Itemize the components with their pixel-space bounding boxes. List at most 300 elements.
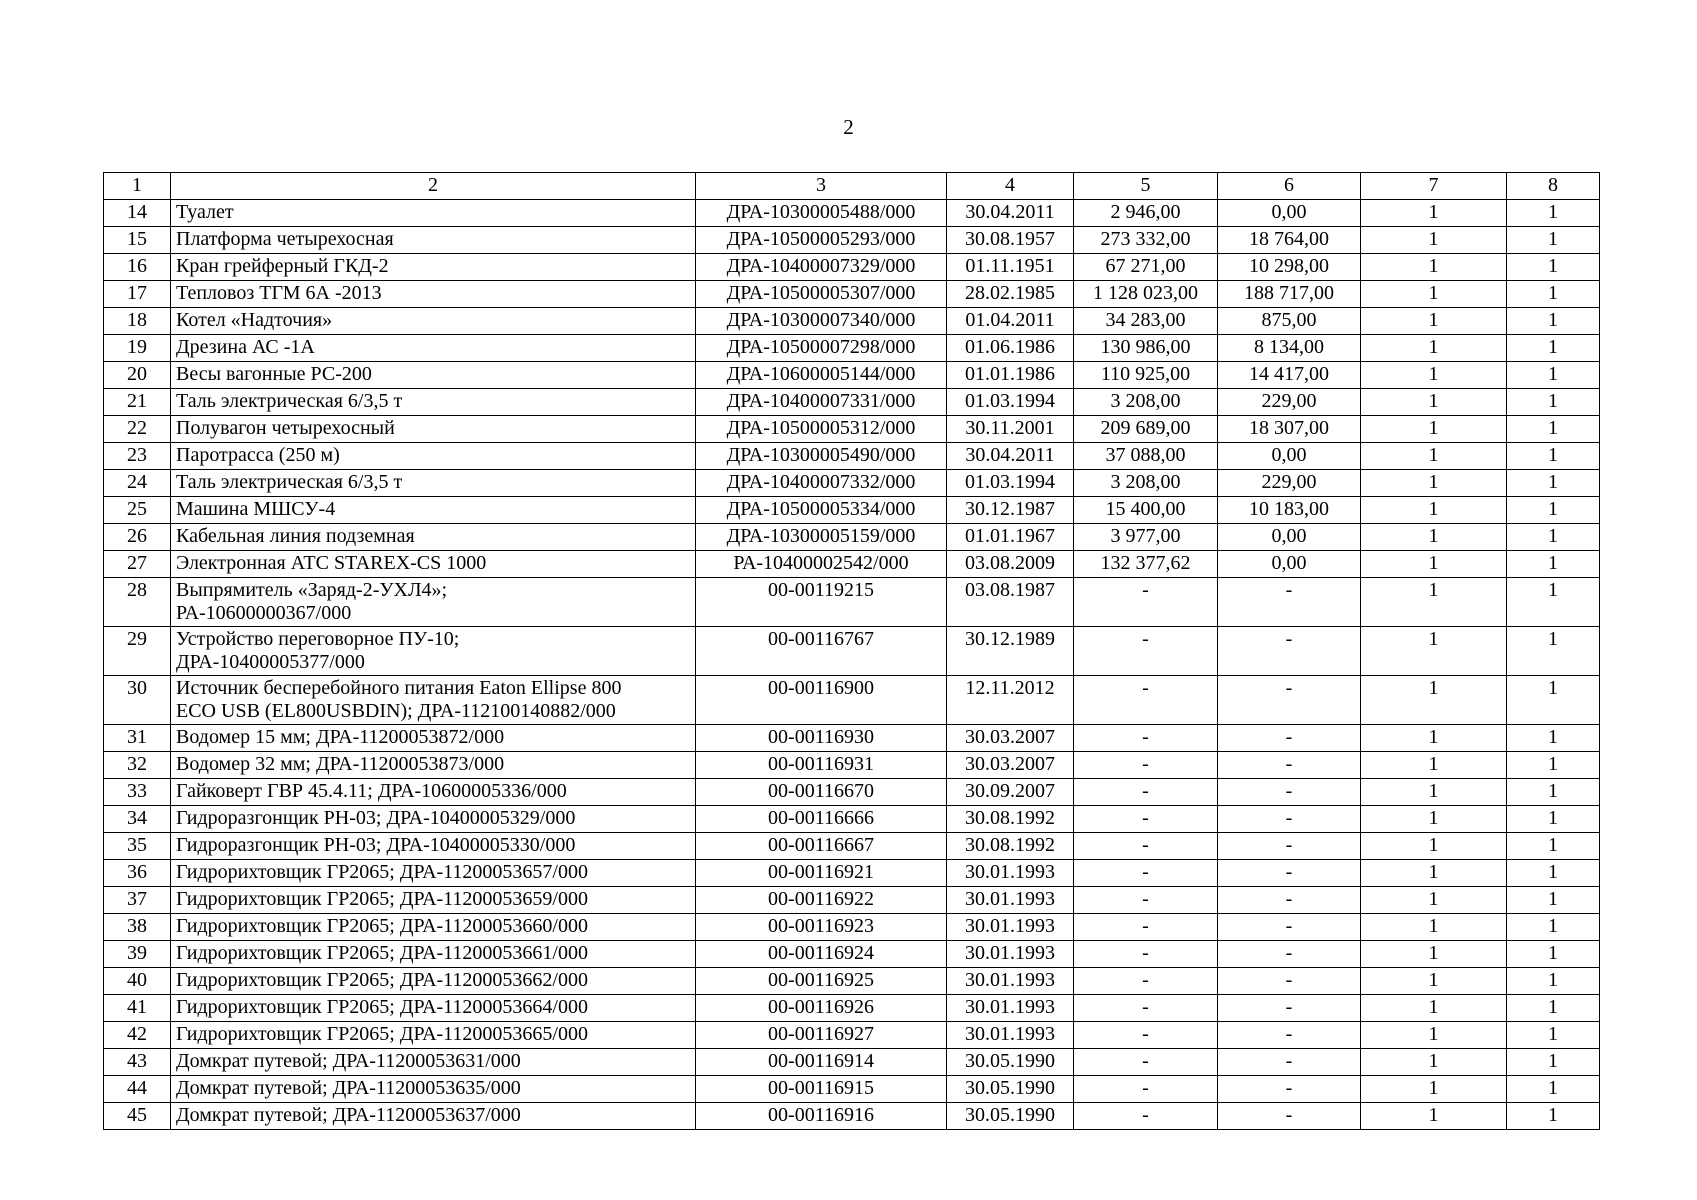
cell-value-5: - [1074, 914, 1218, 941]
cell-value-5: - [1074, 1076, 1218, 1103]
cell-quantity-7: 1 [1361, 1022, 1507, 1049]
table-row [104, 497, 1600, 524]
cell-quantity-7: 1 [1361, 1076, 1507, 1103]
cell-quantity-7: 1 [1361, 1049, 1507, 1076]
cell-quantity-7: 1 [1361, 806, 1507, 833]
item-name-line-2: РА-10600000367/000 [176, 602, 352, 624]
cell-date: 30.12.1987 [947, 497, 1074, 524]
table-row [104, 806, 1600, 833]
cell-quantity-8: 1 [1507, 389, 1600, 416]
cell-value-6: - [1218, 833, 1361, 860]
cell-row-number: 40 [104, 968, 171, 995]
cell-quantity-8: 1 [1507, 779, 1600, 806]
cell-value-6: 188 717,00 [1218, 281, 1361, 308]
cell-value-5: - [1074, 833, 1218, 860]
cell-date: 30.01.1993 [947, 1022, 1074, 1049]
cell-inventory-code: 00-00119215 [696, 578, 947, 627]
cell-quantity-8: 1 [1507, 497, 1600, 524]
cell-row-number: 28 [104, 578, 171, 627]
cell-value-5: 37 088,00 [1074, 443, 1218, 470]
cell-date: 30.08.1992 [947, 806, 1074, 833]
cell-quantity-7: 1 [1361, 281, 1507, 308]
table-row [104, 335, 1600, 362]
column-header-7: 7 [1361, 173, 1507, 200]
cell-row-number: 24 [104, 470, 171, 497]
cell-item-name: Водомер 32 мм; ДРА-11200053873/000 [171, 752, 696, 779]
cell-inventory-code: 00-00116923 [696, 914, 947, 941]
cell-quantity-8: 1 [1507, 806, 1600, 833]
cell-value-6: - [1218, 627, 1361, 676]
cell-inventory-code: ДРА-10300005159/000 [696, 524, 947, 551]
inventory-table [103, 172, 1600, 1130]
cell-date: 01.04.2011 [947, 308, 1074, 335]
cell-inventory-code: 00-00116925 [696, 968, 947, 995]
cell-value-5: - [1074, 779, 1218, 806]
cell-value-6: 10 183,00 [1218, 497, 1361, 524]
item-name-line-1: Устройство переговорное ПУ-10; [176, 628, 460, 650]
cell-value-6: 0,00 [1218, 443, 1361, 470]
cell-value-6: - [1218, 806, 1361, 833]
cell-value-5: - [1074, 860, 1218, 887]
cell-value-6: - [1218, 941, 1361, 968]
cell-date: 30.08.1957 [947, 227, 1074, 254]
cell-value-6: - [1218, 995, 1361, 1022]
column-header-2: 2 [171, 173, 696, 200]
table-row [104, 887, 1600, 914]
cell-quantity-7: 1 [1361, 254, 1507, 281]
cell-quantity-7: 1 [1361, 308, 1507, 335]
cell-value-5: 110 925,00 [1074, 362, 1218, 389]
cell-row-number: 23 [104, 443, 171, 470]
cell-date: 30.11.2001 [947, 416, 1074, 443]
cell-quantity-8: 1 [1507, 941, 1600, 968]
cell-row-number: 27 [104, 551, 171, 578]
cell-inventory-code: 00-00116915 [696, 1076, 947, 1103]
cell-value-6: - [1218, 676, 1361, 725]
cell-date: 30.01.1993 [947, 968, 1074, 995]
cell-quantity-7: 1 [1361, 362, 1507, 389]
cell-item-name: Машина МШСУ-4 [171, 497, 696, 524]
cell-value-6: 0,00 [1218, 524, 1361, 551]
item-name-line-1: Выпрямитель «Заряд-2-УХЛ4»; [176, 579, 448, 601]
cell-date: 30.01.1993 [947, 914, 1074, 941]
cell-value-6: - [1218, 578, 1361, 627]
cell-value-6: 10 298,00 [1218, 254, 1361, 281]
cell-row-number: 33 [104, 779, 171, 806]
cell-value-5: 67 271,00 [1074, 254, 1218, 281]
cell-quantity-7: 1 [1361, 779, 1507, 806]
cell-value-6: - [1218, 887, 1361, 914]
cell-quantity-8: 1 [1507, 752, 1600, 779]
cell-quantity-8: 1 [1507, 1022, 1600, 1049]
cell-row-number: 44 [104, 1076, 171, 1103]
cell-value-5: - [1074, 995, 1218, 1022]
cell-date: 01.03.1994 [947, 470, 1074, 497]
cell-quantity-8: 1 [1507, 362, 1600, 389]
cell-item-name: Гайковерт ГВР 45.4.11; ДРА-10600005336/000 [171, 779, 696, 806]
cell-value-5: 2 946,00 [1074, 200, 1218, 227]
cell-value-6: 18 764,00 [1218, 227, 1361, 254]
cell-quantity-8: 1 [1507, 1076, 1600, 1103]
cell-inventory-code: 00-00116926 [696, 995, 947, 1022]
cell-value-6: 18 307,00 [1218, 416, 1361, 443]
cell-value-6: - [1218, 752, 1361, 779]
table-row [104, 1049, 1600, 1076]
cell-date: 30.01.1993 [947, 887, 1074, 914]
cell-item-name: Гидрорихтовщик ГР2065; ДРА-11200053661/000 [171, 941, 696, 968]
cell-item-name: Дрезина АС -1А [171, 335, 696, 362]
cell-row-number: 22 [104, 416, 171, 443]
cell-quantity-8: 1 [1507, 1103, 1600, 1130]
cell-value-5: - [1074, 676, 1218, 725]
cell-quantity-8: 1 [1507, 1049, 1600, 1076]
cell-value-5: - [1074, 627, 1218, 676]
table-header [104, 173, 1600, 200]
table-row [104, 627, 1600, 676]
cell-item-name: Гидрорихтовщик ГР2065; ДРА-11200053660/000 [171, 914, 696, 941]
cell-inventory-code: ДРА-10400007332/000 [696, 470, 947, 497]
cell-value-6: - [1218, 725, 1361, 752]
cell-row-number: 15 [104, 227, 171, 254]
cell-date: 01.06.1986 [947, 335, 1074, 362]
cell-date: 30.04.2011 [947, 443, 1074, 470]
cell-row-number: 42 [104, 1022, 171, 1049]
cell-quantity-7: 1 [1361, 551, 1507, 578]
cell-item-name: Домкрат путевой; ДРА-11200053631/000 [171, 1049, 696, 1076]
cell-inventory-code: 00-00116667 [696, 833, 947, 860]
cell-value-6: - [1218, 968, 1361, 995]
table-row [104, 752, 1600, 779]
cell-quantity-7: 1 [1361, 725, 1507, 752]
cell-value-5: 273 332,00 [1074, 227, 1218, 254]
cell-row-number: 36 [104, 860, 171, 887]
cell-value-6: 229,00 [1218, 389, 1361, 416]
cell-date: 28.02.1985 [947, 281, 1074, 308]
cell-item-name: Полувагон четырехосный [171, 416, 696, 443]
cell-value-5: - [1074, 887, 1218, 914]
column-header-1: 1 [104, 173, 171, 200]
cell-quantity-8: 1 [1507, 860, 1600, 887]
cell-quantity-7: 1 [1361, 443, 1507, 470]
table-row [104, 860, 1600, 887]
cell-date: 01.01.1967 [947, 524, 1074, 551]
cell-quantity-7: 1 [1361, 389, 1507, 416]
cell-quantity-8: 1 [1507, 524, 1600, 551]
cell-inventory-code: ДРА-10500007298/000 [696, 335, 947, 362]
cell-inventory-code: РА-10400002542/000 [696, 551, 947, 578]
table-body [104, 200, 1600, 1130]
table-row [104, 578, 1600, 627]
table-row [104, 470, 1600, 497]
cell-date: 30.12.1989 [947, 627, 1074, 676]
cell-quantity-8: 1 [1507, 470, 1600, 497]
cell-quantity-7: 1 [1361, 752, 1507, 779]
cell-item-name: Туалет [171, 200, 696, 227]
column-header-4: 4 [947, 173, 1074, 200]
cell-inventory-code: ДРА-10300005488/000 [696, 200, 947, 227]
cell-inventory-code: ДРА-10500005307/000 [696, 281, 947, 308]
cell-item-name: Весы вагонные РС-200 [171, 362, 696, 389]
cell-inventory-code: ДРА-10400007331/000 [696, 389, 947, 416]
cell-quantity-8: 1 [1507, 254, 1600, 281]
cell-value-6: - [1218, 1049, 1361, 1076]
table-row [104, 995, 1600, 1022]
cell-value-5: - [1074, 578, 1218, 627]
cell-quantity-7: 1 [1361, 470, 1507, 497]
item-name-line-1: Источник бесперебойного питания Eaton Ellipse 800 [176, 677, 622, 699]
cell-quantity-7: 1 [1361, 995, 1507, 1022]
cell-inventory-code: 00-00116666 [696, 806, 947, 833]
cell-date: 30.03.2007 [947, 725, 1074, 752]
table-row [104, 416, 1600, 443]
cell-value-5: 15 400,00 [1074, 497, 1218, 524]
cell-row-number: 19 [104, 335, 171, 362]
cell-row-number: 14 [104, 200, 171, 227]
cell-row-number: 32 [104, 752, 171, 779]
cell-date: 30.01.1993 [947, 995, 1074, 1022]
cell-quantity-8: 1 [1507, 914, 1600, 941]
cell-quantity-7: 1 [1361, 1103, 1507, 1130]
cell-value-5: - [1074, 941, 1218, 968]
table-row [104, 227, 1600, 254]
cell-value-5: - [1074, 806, 1218, 833]
cell-value-6: 0,00 [1218, 551, 1361, 578]
cell-item-name: Гидрорихтовщик ГР2065; ДРА-11200053664/000 [171, 995, 696, 1022]
cell-item-name [171, 676, 696, 725]
table-row [104, 551, 1600, 578]
cell-quantity-7: 1 [1361, 200, 1507, 227]
cell-quantity-8: 1 [1507, 416, 1600, 443]
table-row [104, 254, 1600, 281]
column-header-5: 5 [1074, 173, 1218, 200]
cell-inventory-code: ДРА-10500005334/000 [696, 497, 947, 524]
cell-date: 30.04.2011 [947, 200, 1074, 227]
header-row [104, 173, 1600, 200]
cell-quantity-7: 1 [1361, 497, 1507, 524]
cell-item-name: Паротрасса (250 м) [171, 443, 696, 470]
column-header-8: 8 [1507, 173, 1600, 200]
column-header-6: 6 [1218, 173, 1361, 200]
cell-item-name: Гидрорихтовщик ГР2065; ДРА-11200053659/000 [171, 887, 696, 914]
cell-date: 01.03.1994 [947, 389, 1074, 416]
cell-value-6: - [1218, 779, 1361, 806]
cell-inventory-code: 00-00116930 [696, 725, 947, 752]
cell-value-6: 229,00 [1218, 470, 1361, 497]
cell-item-name: Гидрорихтовщик ГР2065; ДРА-11200053665/000 [171, 1022, 696, 1049]
cell-date: 30.05.1990 [947, 1076, 1074, 1103]
cell-row-number: 21 [104, 389, 171, 416]
cell-row-number: 39 [104, 941, 171, 968]
cell-quantity-7: 1 [1361, 941, 1507, 968]
cell-value-5: - [1074, 725, 1218, 752]
table-row [104, 1103, 1600, 1130]
cell-quantity-7: 1 [1361, 833, 1507, 860]
cell-row-number: 41 [104, 995, 171, 1022]
cell-date: 30.08.1992 [947, 833, 1074, 860]
cell-inventory-code: ДРА-10400007329/000 [696, 254, 947, 281]
cell-value-6: - [1218, 1076, 1361, 1103]
cell-value-5: - [1074, 752, 1218, 779]
cell-date: 01.01.1986 [947, 362, 1074, 389]
cell-item-name: Гидрорихтовщик ГР2065; ДРА-11200053657/000 [171, 860, 696, 887]
cell-quantity-8: 1 [1507, 443, 1600, 470]
cell-item-name: Электронная АТС STAREX-CS 1000 [171, 551, 696, 578]
cell-row-number: 34 [104, 806, 171, 833]
table-row [104, 389, 1600, 416]
cell-quantity-8: 1 [1507, 281, 1600, 308]
cell-row-number: 26 [104, 524, 171, 551]
cell-row-number: 35 [104, 833, 171, 860]
cell-quantity-8: 1 [1507, 335, 1600, 362]
cell-value-6: - [1218, 914, 1361, 941]
table-row [104, 833, 1600, 860]
cell-quantity-7: 1 [1361, 416, 1507, 443]
column-header-3: 3 [696, 173, 947, 200]
cell-inventory-code: 00-00116931 [696, 752, 947, 779]
cell-row-number: 37 [104, 887, 171, 914]
cell-date: 12.11.2012 [947, 676, 1074, 725]
cell-item-name: Платформа четырехосная [171, 227, 696, 254]
table-row [104, 524, 1600, 551]
cell-row-number: 38 [104, 914, 171, 941]
cell-inventory-code: ДРА-10300007340/000 [696, 308, 947, 335]
table-row [104, 308, 1600, 335]
cell-row-number: 16 [104, 254, 171, 281]
cell-value-6: 8 134,00 [1218, 335, 1361, 362]
cell-inventory-code: 00-00116922 [696, 887, 947, 914]
cell-quantity-7: 1 [1361, 887, 1507, 914]
table-row [104, 200, 1600, 227]
cell-date: 01.11.1951 [947, 254, 1074, 281]
cell-inventory-code: ДРА-10300005490/000 [696, 443, 947, 470]
cell-date: 30.05.1990 [947, 1049, 1074, 1076]
cell-item-name: Домкрат путевой; ДРА-11200053637/000 [171, 1103, 696, 1130]
cell-quantity-7: 1 [1361, 335, 1507, 362]
cell-quantity-8: 1 [1507, 227, 1600, 254]
cell-item-name: Тепловоз ТГМ 6А -2013 [171, 281, 696, 308]
cell-row-number: 45 [104, 1103, 171, 1130]
cell-quantity-8: 1 [1507, 833, 1600, 860]
cell-value-5: 3 977,00 [1074, 524, 1218, 551]
cell-inventory-code: 00-00116916 [696, 1103, 947, 1130]
cell-value-5: 209 689,00 [1074, 416, 1218, 443]
cell-quantity-8: 1 [1507, 200, 1600, 227]
cell-inventory-code: 00-00116767 [696, 627, 947, 676]
cell-row-number: 18 [104, 308, 171, 335]
cell-date: 30.01.1993 [947, 941, 1074, 968]
table-row [104, 362, 1600, 389]
item-name-line-2: ДРА-10400005377/000 [176, 651, 365, 673]
cell-date: 03.08.2009 [947, 551, 1074, 578]
cell-value-5: - [1074, 968, 1218, 995]
cell-item-name: Гидрорихтовщик ГР2065; ДРА-11200053662/000 [171, 968, 696, 995]
cell-inventory-code: 00-00116924 [696, 941, 947, 968]
cell-inventory-code: ДРА-10500005293/000 [696, 227, 947, 254]
cell-value-5: 132 377,62 [1074, 551, 1218, 578]
cell-item-name: Кран грейферный ГКД-2 [171, 254, 696, 281]
table-row [104, 968, 1600, 995]
table-row [104, 1022, 1600, 1049]
cell-value-6: - [1218, 860, 1361, 887]
cell-item-name: Котел «Надточия» [171, 308, 696, 335]
cell-row-number: 17 [104, 281, 171, 308]
cell-value-6: - [1218, 1103, 1361, 1130]
cell-item-name: Таль электрическая 6/3,5 т [171, 389, 696, 416]
cell-inventory-code: ДРА-10500005312/000 [696, 416, 947, 443]
cell-value-5: 1 128 023,00 [1074, 281, 1218, 308]
cell-date: 30.01.1993 [947, 860, 1074, 887]
cell-quantity-8: 1 [1507, 676, 1600, 725]
table-row [104, 941, 1600, 968]
cell-quantity-7: 1 [1361, 627, 1507, 676]
cell-quantity-8: 1 [1507, 968, 1600, 995]
table-row [104, 725, 1600, 752]
cell-quantity-8: 1 [1507, 995, 1600, 1022]
cell-inventory-code: 00-00116670 [696, 779, 947, 806]
cell-value-5: - [1074, 1022, 1218, 1049]
cell-item-name: Водомер 15 мм; ДРА-11200053872/000 [171, 725, 696, 752]
cell-item-name: Гидроразгонщик РН-03; ДРА-10400005329/000 [171, 806, 696, 833]
cell-quantity-7: 1 [1361, 860, 1507, 887]
table-row [104, 914, 1600, 941]
cell-quantity-8: 1 [1507, 308, 1600, 335]
cell-row-number: 25 [104, 497, 171, 524]
cell-inventory-code: 00-00116921 [696, 860, 947, 887]
cell-item-name: Домкрат путевой; ДРА-11200053635/000 [171, 1076, 696, 1103]
cell-date: 30.03.2007 [947, 752, 1074, 779]
cell-item-name [171, 627, 696, 676]
table-row [104, 281, 1600, 308]
cell-inventory-code: 00-00116927 [696, 1022, 947, 1049]
cell-quantity-7: 1 [1361, 524, 1507, 551]
cell-row-number: 31 [104, 725, 171, 752]
cell-item-name [171, 578, 696, 627]
table-row [104, 443, 1600, 470]
cell-quantity-8: 1 [1507, 887, 1600, 914]
cell-item-name: Гидроразгонщик РН-03; ДРА-10400005330/000 [171, 833, 696, 860]
cell-date: 30.09.2007 [947, 779, 1074, 806]
table-row [104, 779, 1600, 806]
cell-inventory-code: 00-00116900 [696, 676, 947, 725]
cell-quantity-7: 1 [1361, 914, 1507, 941]
item-name-line-2: ECO USB (EL800USBDIN); ДРА-112100140882/000 [176, 700, 616, 722]
cell-quantity-7: 1 [1361, 968, 1507, 995]
cell-row-number: 29 [104, 627, 171, 676]
cell-quantity-7: 1 [1361, 227, 1507, 254]
cell-value-6: - [1218, 1022, 1361, 1049]
page-number: 2 [843, 115, 854, 139]
cell-value-5: - [1074, 1049, 1218, 1076]
cell-value-6: 14 417,00 [1218, 362, 1361, 389]
cell-quantity-8: 1 [1507, 725, 1600, 752]
cell-item-name: Таль электрическая 6/3,5 т [171, 470, 696, 497]
cell-row-number: 20 [104, 362, 171, 389]
cell-quantity-7: 1 [1361, 578, 1507, 627]
table-row [104, 1076, 1600, 1103]
cell-date: 30.05.1990 [947, 1103, 1074, 1130]
cell-date: 03.08.1987 [947, 578, 1074, 627]
cell-item-name: Кабельная линия подземная [171, 524, 696, 551]
cell-quantity-8: 1 [1507, 551, 1600, 578]
cell-inventory-code: 00-00116914 [696, 1049, 947, 1076]
cell-value-5: 3 208,00 [1074, 389, 1218, 416]
cell-quantity-7: 1 [1361, 676, 1507, 725]
cell-row-number: 30 [104, 676, 171, 725]
cell-inventory-code: ДРА-10600005144/000 [696, 362, 947, 389]
cell-value-5: 3 208,00 [1074, 470, 1218, 497]
cell-quantity-8: 1 [1507, 578, 1600, 627]
cell-value-5: - [1074, 1103, 1218, 1130]
